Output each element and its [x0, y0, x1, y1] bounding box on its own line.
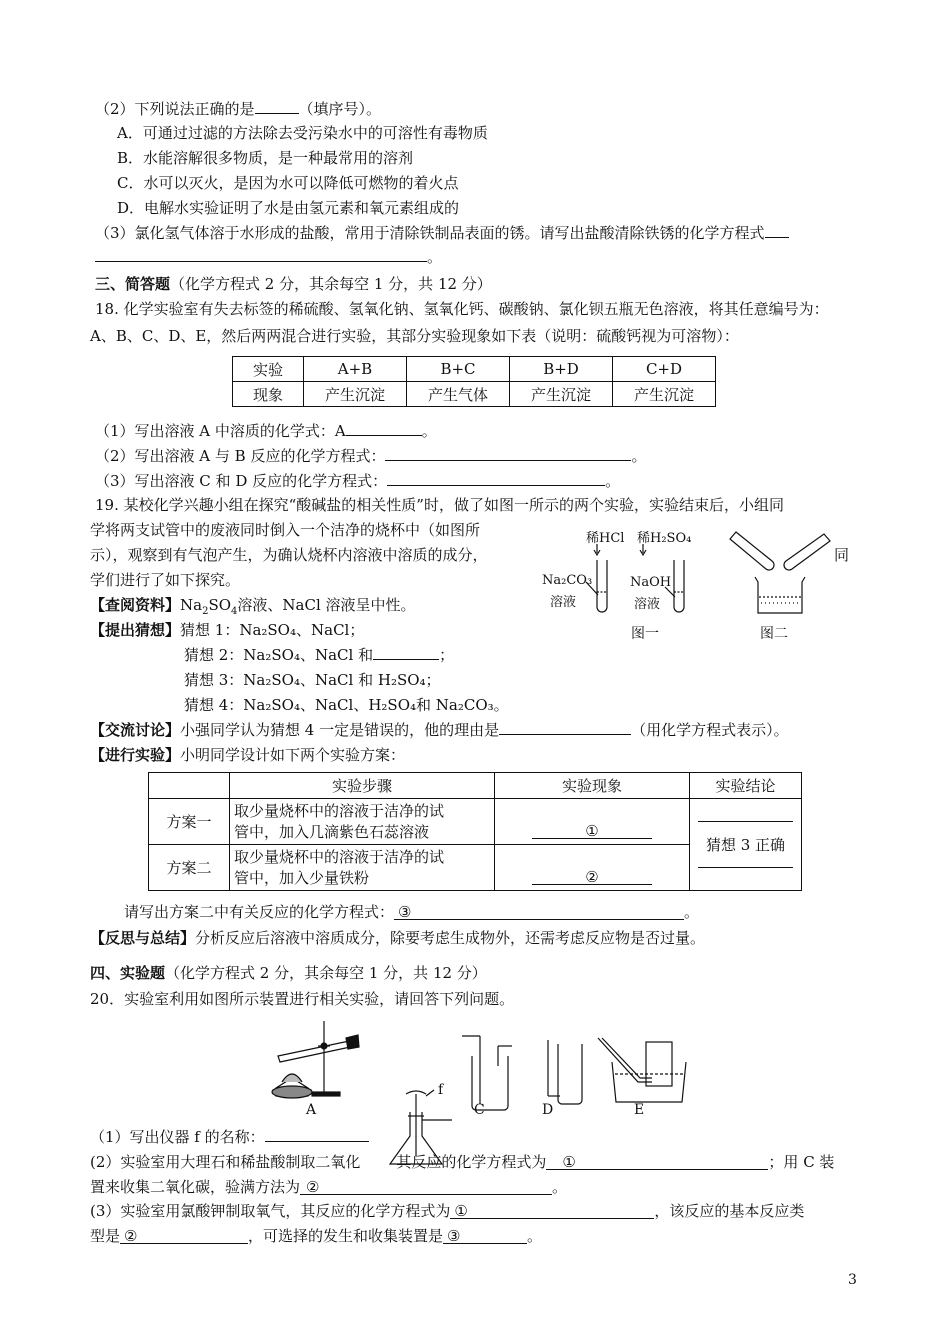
q20-p3-blank3[interactable]: ③ [443, 1229, 527, 1244]
q18-th: C+D [613, 357, 716, 382]
q18-part2: （2）写出溶液 A 与 B 反应的化学方程式： 。 [95, 447, 647, 465]
q19-stem-line1: 19. 某校化学兴趣小组在探究“酸碱盐的相关性质”时，做了如图一所示的两个实验，实验结束后，小组同 [95, 496, 784, 514]
plan1-steps: 取少量烧杯中的溶液于洁净的试 管中，加入几滴紫色石蕊溶液 [230, 799, 495, 845]
q19-th: 实验结论 [690, 773, 802, 799]
q17-part3: （3）氯化氢气体溶于水形成的盐酸，常用于清除铁制品表面的锈。请写出盐酸清除铁锈的化学方程式 [95, 222, 789, 244]
q17-option-c: C．水可以灭火，是因为水可以降低可燃物的着火点 [117, 174, 459, 192]
q19-guess-1: 【提出猜想】猜想 1：Na₂SO₄、NaCl； [90, 621, 365, 639]
q20-part2-cont: 置来收集二氧化碳，验满方法为 ② 。 [90, 1178, 568, 1196]
q17-option-b: B．水能溶解很多物质，是一种最常用的溶剂 [117, 149, 414, 167]
plan1-observation[interactable]: ① [495, 799, 690, 845]
q19-figure [540, 527, 840, 645]
page-number: 3 [848, 1272, 857, 1288]
q19-guess-2: 猜想 2：Na₂SO₄、NaCl 和 ； [184, 646, 455, 664]
q18-stem-line2: A、B、C、D、E，然后两两混合进行实验，其部分实验现象如下表（说明：硫酸钙视为可溶物）： [90, 327, 739, 345]
q19-stem-line2: 学将两支试管中的废液同时倒入一个洁净的烧杯中（如图所 [90, 521, 481, 539]
solution-label-1: 溶液 [550, 595, 577, 610]
q19-stem-line4: 学们进行了如下探究。 [90, 571, 241, 589]
q20-stem: 20．实验室利用如图所示装置进行相关实验，请回答下列问题。 [90, 990, 515, 1008]
q17-option-d: D．电解水实验证明了水是由氢元素和氧元素组成的 [117, 199, 460, 217]
apparatus-f-label: f [438, 1082, 444, 1098]
q19-reflection: 【反思与总结】分析反应后溶液中溶质成分，除要考虑生成物外，还需考虑反应物是否过量。 [90, 929, 706, 947]
q17-option-a: A．可通过过滤的方法除去受污染水中的可溶性有毒物质 [117, 124, 488, 142]
q17-answer-blank[interactable] [255, 99, 299, 114]
q20-p3-blank2[interactable]: ② [120, 1229, 248, 1244]
q17-part3-cont: 。 [95, 246, 442, 268]
q20-blank-f[interactable] [265, 1127, 369, 1142]
plan2-label: 方案二 [149, 845, 230, 891]
q17-eq-blank-a[interactable] [765, 223, 789, 238]
section4-heading: 四、实验题（化学方程式 2 分，其余每空 1 分，共 12 分） [90, 964, 487, 982]
q18-td: 产生沉淀 [613, 382, 716, 407]
plan2-observation[interactable]: ② [495, 845, 690, 891]
q18-th: 实验 [233, 357, 304, 382]
q19-stem-line3: 示），观察到有气泡产生，为确认烧杯内溶液中溶质的成分， [90, 546, 488, 564]
q20-p2-blank2[interactable]: ② [300, 1180, 552, 1195]
q18-td: 产生沉淀 [510, 382, 613, 407]
test-tubes-beaker-drawing [540, 527, 840, 627]
q19-guess-4: 猜想 4：Na₂SO₄、NaCl、H₂SO₄和 Na₂CO₃。 [184, 696, 509, 714]
apparatus-d-label: D [542, 1102, 554, 1118]
q18-blank2[interactable] [385, 446, 631, 461]
q18-th: B+C [407, 357, 510, 382]
q18-part3: （3）写出溶液 C 和 D 反应的化学方程式： 。 [95, 472, 621, 490]
apparatus-a-label: A [306, 1102, 317, 1118]
q19-th: 实验现象 [495, 773, 690, 799]
q18-th: B+D [510, 357, 613, 382]
naoh-label: NaOH [630, 575, 672, 590]
conclusion-cell: 猜想 3 正确 [690, 799, 802, 891]
solution-label-2: 溶液 [634, 597, 661, 612]
q18-blank3[interactable] [387, 471, 605, 486]
q18-blank1[interactable] [346, 421, 422, 436]
figure1-caption: 图一 [631, 626, 659, 642]
q19-discussion-blank[interactable] [499, 720, 631, 735]
na2co3-label: Na₂CO₃ [542, 573, 593, 588]
q20-part1: （1）写出仪器 f 的名称： [90, 1126, 369, 1148]
q19-th [149, 773, 230, 799]
q19-equation-line: 请写出方案二中有关反应的化学方程式： ③ 。 [124, 903, 700, 921]
q20-p3-blank1[interactable]: ① [450, 1204, 654, 1219]
plan2-steps: 取少量烧杯中的溶液于洁净的试 管中，加入少量铁粉 [230, 845, 495, 891]
q20-part2: (2）实验室用大理石和稀盐酸制取二氧化 其反应的化学方程式为 ① ；用 C 装 [90, 1153, 835, 1171]
q19-equation-blank[interactable]: ③ [394, 905, 684, 920]
dilute-h2so4-label: 稀H₂SO₄ [637, 531, 692, 546]
apparatus-c-label: C [474, 1102, 485, 1118]
q17-part2: （2）下列说法正确的是 （填序号）。 [95, 100, 382, 118]
q18-th: A+B [304, 357, 407, 382]
q19-info: 【查阅资料】$Na_2SO_4$溶液、NaCl 溶液呈中性。 [90, 596, 416, 617]
plan1-label: 方案一 [149, 799, 230, 845]
section3-heading: 三、简答题（化学方程式 2 分，其余每空 1 分，共 12 分） [95, 275, 492, 293]
q18-stem-line1: 18. 化学实验室有失去标签的稀硫酸、氢氧化钠、氢氧化钙、碳酸钠、氯化钡五瓶无色溶液，将其任意编号为： [95, 300, 829, 318]
q20-part3: (3）实验室用氯酸钾制取氧气，其反应的化学方程式为 ① ，该反应的基本反应类 [90, 1202, 805, 1220]
q19-experiment: 【进行实验】小明同学设计如下两个实验方案： [90, 746, 406, 764]
q20-p2-blank1[interactable]: ① [546, 1155, 768, 1170]
q19-guess-3: 猜想 3：Na₂SO₄、NaCl 和 H₂SO₄； [184, 671, 441, 689]
q18-td: 现象 [233, 382, 304, 407]
q17-eq-blank-b[interactable] [95, 247, 427, 262]
q18-td: 产生气体 [407, 382, 510, 407]
q18-part1: （1）写出溶液 A 中溶质的化学式：A 。 [95, 422, 437, 440]
q20-part3-cont: 型是 ② ，可选择的发生和收集装置是 ③ 。 [90, 1227, 543, 1245]
q19-guess2-blank[interactable] [373, 645, 439, 660]
q19-th: 实验步骤 [230, 773, 495, 799]
q18-table [232, 356, 716, 407]
q19-stem-line3-tail: 同 [834, 546, 850, 564]
dilute-hcl-label: 稀HCl [586, 531, 625, 546]
q19-table [148, 772, 802, 891]
figure2-caption: 图二 [760, 626, 788, 642]
q18-td: 产生沉淀 [304, 382, 407, 407]
q19-discussion: 【交流讨论】小强同学认为猜想 4 一定是错误的，他的理由是 （用化学方程式表示）。 [90, 721, 789, 739]
apparatus-e-label: E [634, 1102, 645, 1118]
